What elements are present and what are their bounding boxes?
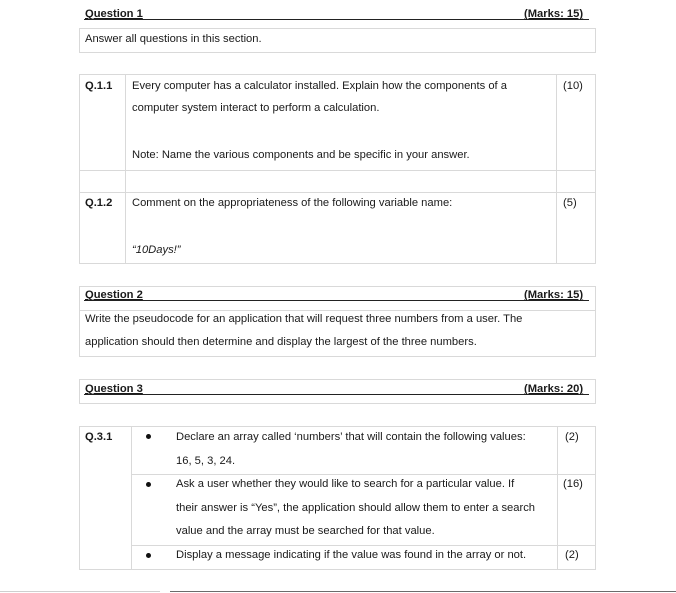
question-2-title: Question 2 — [85, 289, 143, 301]
footer-rule-right — [170, 591, 676, 592]
table-border — [79, 170, 596, 171]
question-3-1-bullet2-marks: (16) — [563, 478, 583, 490]
table-border — [79, 74, 80, 264]
question-3-1-bullet2-line3: value and the array must be searched for that value. — [176, 525, 435, 537]
question-1-1-number: Q.1.1 — [85, 80, 113, 92]
question-2-marks: (Marks: 15) — [524, 289, 584, 301]
question-3-marks: (Marks: 20) — [524, 383, 584, 395]
question-1-1-text-line1: Every computer has a calculator installed. Explain how the components of a — [132, 80, 507, 92]
table-border — [131, 474, 596, 475]
table-border — [79, 28, 596, 29]
table-border — [595, 379, 596, 404]
table-border — [79, 52, 596, 53]
bullet-icon — [146, 482, 151, 487]
bullet-icon — [146, 434, 151, 439]
table-border — [79, 263, 596, 264]
question-1-1-marks: (10) — [563, 80, 583, 92]
question-3-title: Question 3 — [85, 383, 143, 395]
table-border — [595, 28, 596, 52]
table-border — [557, 426, 558, 570]
table-border — [79, 286, 80, 357]
question-3-1-bullet1-line2: 16, 5, 3, 24. — [176, 455, 236, 467]
question-2-text-line2: application should then determine and display the largest of the three numbers. — [85, 336, 477, 348]
question-1-marks: (Marks: 15) — [524, 8, 584, 20]
bullet-icon — [146, 553, 151, 558]
table-border — [79, 74, 596, 75]
question-1-2-variable: “10Days!” — [132, 244, 181, 256]
question-3-1-number: Q.3.1 — [85, 431, 113, 443]
table-border — [79, 426, 596, 427]
table-border — [595, 74, 596, 264]
table-border — [595, 286, 596, 357]
table-border — [595, 426, 596, 570]
table-border — [131, 545, 596, 546]
table-border — [79, 379, 80, 404]
table-border — [79, 403, 596, 404]
question-3-1-bullet2-line2: their answer is “Yes”, the application should allow them to enter a search — [176, 502, 536, 514]
table-border — [131, 426, 132, 570]
question-1-2-text: Comment on the appropriateness of the following variable name: — [132, 197, 453, 209]
question-1-2-number: Q.1.2 — [85, 197, 113, 209]
question-1-2-marks: (5) — [563, 197, 577, 209]
table-border — [79, 286, 596, 287]
question-1-header-rule — [84, 19, 589, 20]
table-border — [79, 28, 80, 52]
question-3-header-rule — [84, 394, 589, 395]
question-3-1-bullet1-marks: (2) — [565, 431, 579, 443]
question-1-title: Question 1 — [85, 8, 143, 20]
table-border — [79, 569, 596, 570]
question-1-1-text-line2: computer system interact to perform a calculation. — [132, 102, 380, 114]
table-border — [79, 356, 596, 357]
table-border — [125, 74, 126, 264]
question-3-1-bullet2-line1: Ask a user whether they would like to search for a particular value. If — [176, 478, 515, 490]
question-1-instruction: Answer all questions in this section. — [85, 33, 262, 45]
table-border — [79, 426, 80, 570]
question-3-1-bullet3-marks: (2) — [565, 549, 579, 561]
table-border — [79, 310, 596, 311]
question-2-header-rule — [84, 300, 589, 301]
table-border — [556, 74, 557, 264]
question-3-1-bullet1-line1: Declare an array called ‘numbers’ that will contain the following values: — [176, 431, 526, 443]
footer-rule-left — [0, 591, 160, 592]
question-2-text-line1: Write the pseudocode for an application that will request three numbers from a user. The — [85, 313, 523, 325]
question-1-1-note: Note: Name the various components and be specific in your answer. — [132, 149, 470, 161]
table-border — [79, 192, 596, 193]
table-border — [79, 379, 596, 380]
question-3-1-bullet3-line1: Display a message indicating if the value was found in the array or not. — [176, 549, 527, 561]
